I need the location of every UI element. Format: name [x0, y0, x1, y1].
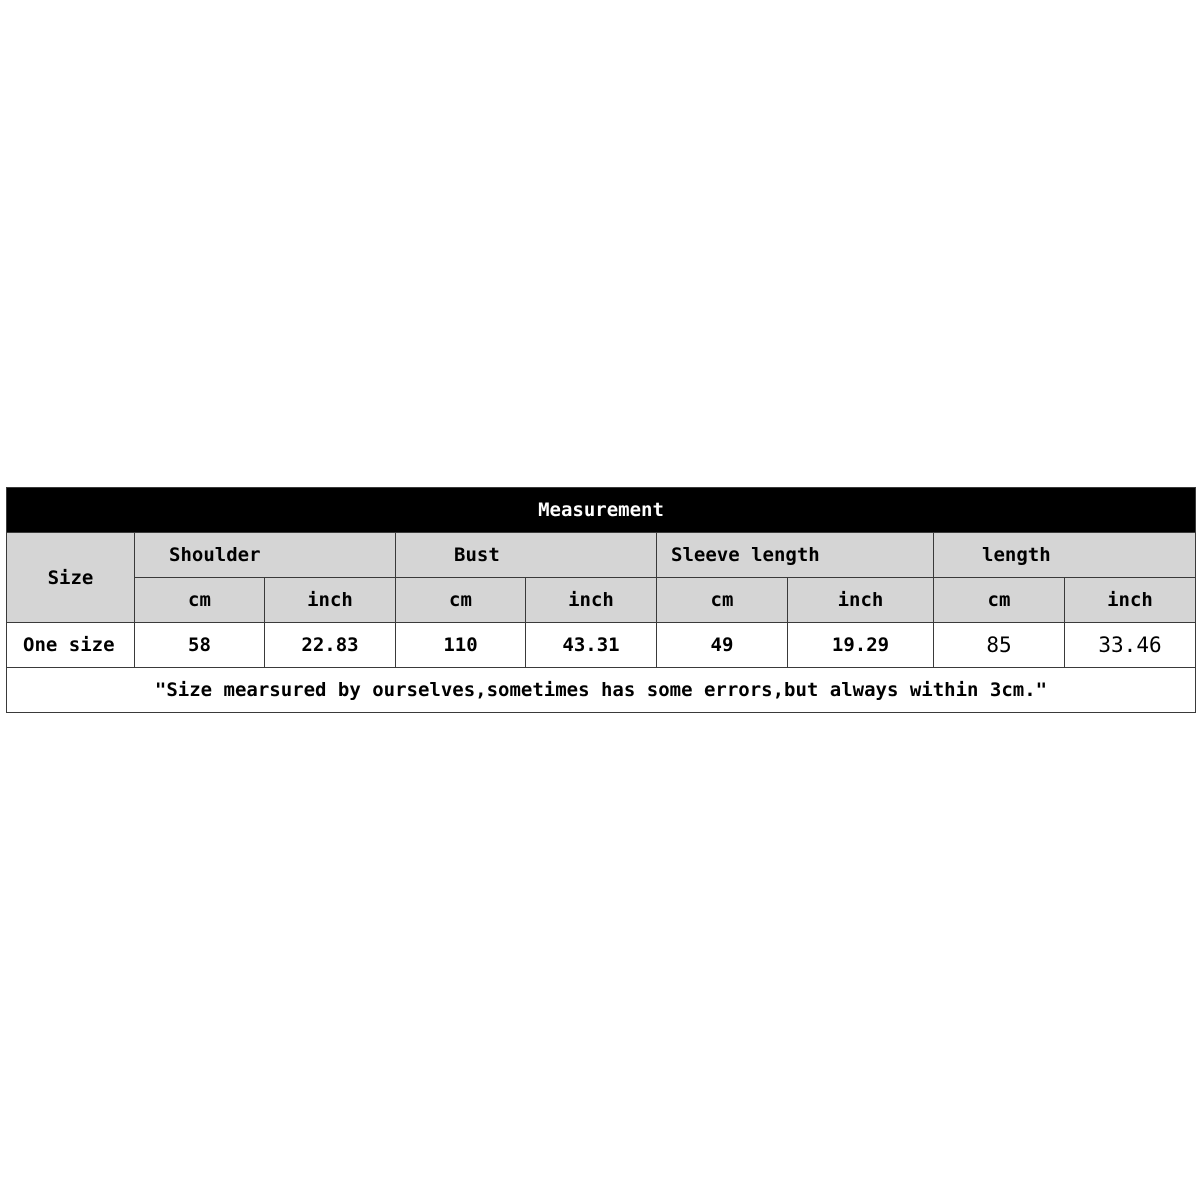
- sleeve-cm-value: 49: [657, 623, 788, 668]
- sleeve-length-header: Sleeve length: [657, 533, 934, 578]
- sleeve-cm-unit: cm: [657, 578, 788, 623]
- bust-cm-value: 110: [396, 623, 526, 668]
- shoulder-cm-unit: cm: [135, 578, 265, 623]
- note-row: [7, 668, 1196, 713]
- sleeve-inch-unit: inch: [788, 578, 934, 623]
- sleeve-inch-value: 19.29: [788, 623, 934, 668]
- shoulder-inch-value: 22.83: [265, 623, 396, 668]
- length-cm-value: 85: [934, 623, 1065, 668]
- shoulder-inch-unit: inch: [265, 578, 396, 623]
- bust-header: Bust: [396, 533, 657, 578]
- shoulder-header: Shoulder: [135, 533, 396, 578]
- table-title: Measurement: [7, 488, 1196, 533]
- size-header: Size: [7, 533, 135, 623]
- bust-cm-unit: cm: [396, 578, 526, 623]
- measurement-note: "Size mearsured by ourselves,sometimes has some errors,but always within 3cm.": [7, 668, 1196, 713]
- title-row: [7, 488, 1196, 533]
- length-inch-unit: inch: [1065, 578, 1196, 623]
- length-cm-unit: cm: [934, 578, 1065, 623]
- length-inch-value: 33.46: [1065, 623, 1196, 668]
- size-value: One size: [7, 623, 135, 668]
- unit-header-row: [7, 578, 1196, 623]
- bust-inch-unit: inch: [526, 578, 657, 623]
- bust-inch-value: 43.31: [526, 623, 657, 668]
- table-row: [7, 623, 1196, 668]
- group-header-row: [7, 533, 1196, 578]
- shoulder-cm-value: 58: [135, 623, 265, 668]
- size-chart-table: [6, 487, 1196, 713]
- length-header: length: [934, 533, 1196, 578]
